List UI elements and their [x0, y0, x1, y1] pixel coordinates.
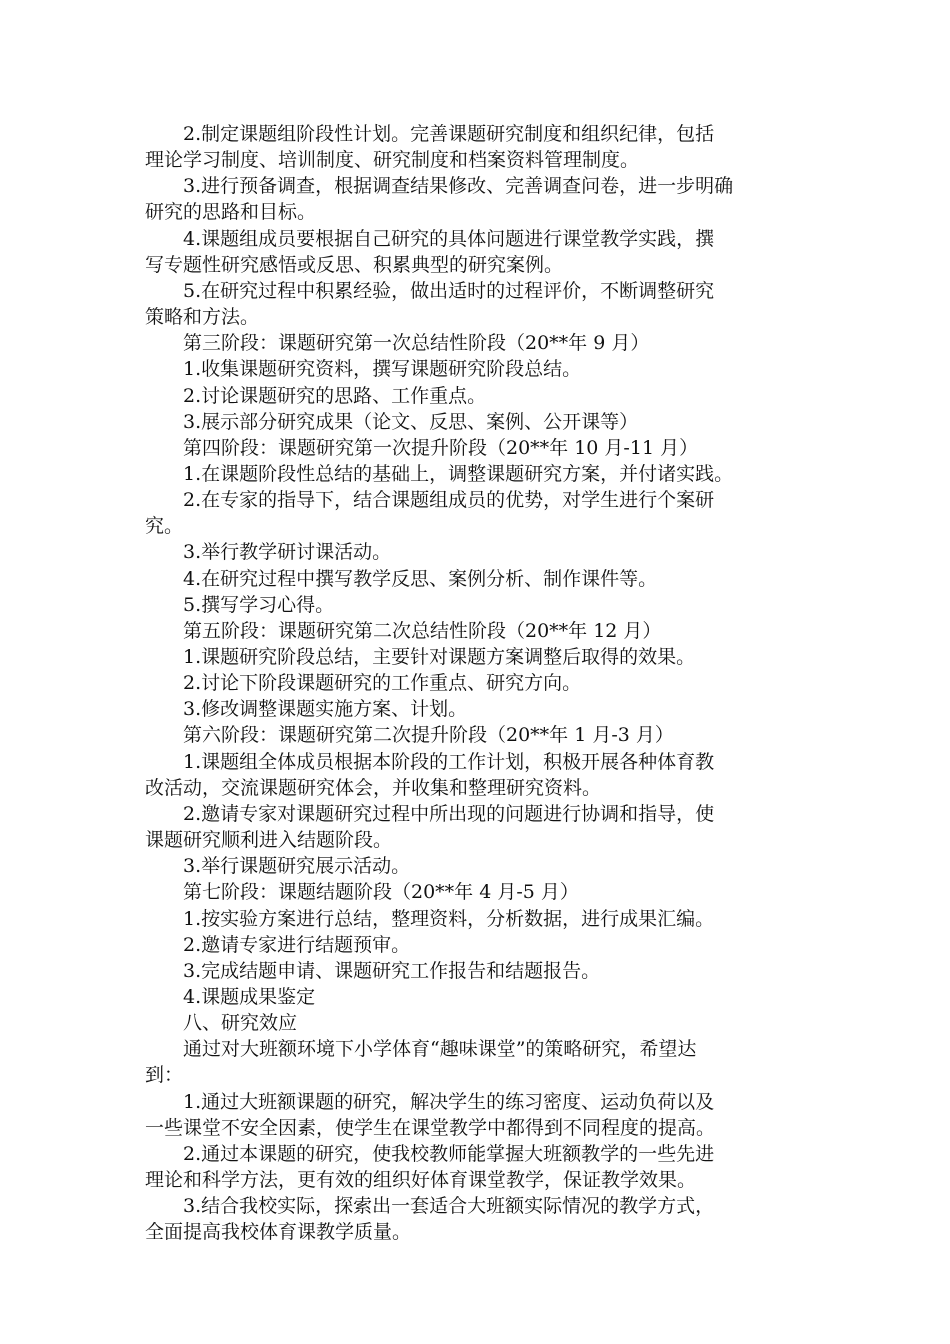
- document-line: 改活动，交流课题研究体会，并收集和整理研究资料。: [145, 776, 602, 799]
- document-line: 理论学习制度、培训制度、研究制度和档案资料管理制度。: [145, 149, 640, 172]
- document-line: 1.在课题阶段性总结的基础上，调整课题研究方案，并付诸实践。: [183, 462, 734, 485]
- document-line: 2.讨论下阶段课题研究的工作重点、研究方向。: [183, 672, 582, 695]
- document-line: 通过对大班额环境下小学体育“趣味课堂”的策略研究，希望达: [183, 1038, 697, 1061]
- document-line: 3.展示部分研究成果（论文、反思、案例、公开课等）: [183, 410, 639, 433]
- document-line: 1.按实验方案进行总结，整理资料，分析数据，进行成果汇编。: [183, 907, 715, 930]
- document-line: 3.进行预备调查，根据调查结果修改、完善调查问卷，进一步明确: [183, 175, 734, 198]
- document-line: 4.在研究过程中撰写教学反思、案例分析、制作课件等。: [183, 567, 658, 590]
- document-line: 1.通过大班额课题的研究，解决学生的练习密度、运动负荷以及: [183, 1090, 715, 1113]
- document-line: 5.在研究过程中积累经验，做出适时的过程评价，不断调整研究: [183, 279, 715, 302]
- document-line: 2.在专家的指导下，结合课题组成员的优势，对学生进行个案研: [183, 489, 715, 512]
- document-line: 3.完成结题申请、课题研究工作报告和结题报告。: [183, 959, 601, 982]
- document-line: 5.撰写学习心得。: [183, 593, 335, 616]
- document-line: 全面提高我校体育课教学质量。: [145, 1221, 412, 1244]
- document-line: 写专题性研究感悟或反思、积累典型的研究案例。: [145, 253, 564, 276]
- document-line: 4.课题成果鉴定: [183, 985, 316, 1008]
- document-line: 2.邀请专家进行结题预审。: [183, 933, 411, 956]
- document-line: 4.课题组成员要根据自己研究的具体问题进行课堂教学实践，撰: [183, 227, 715, 250]
- document-line: 第五阶段：课题研究第二次总结性阶段（20**年 12 月）: [183, 619, 662, 642]
- document-line: 2.通过本课题的研究，使我校教师能掌握大班额教学的一些先进: [183, 1142, 715, 1165]
- document-line: 一些课堂不安全因素，使学生在课堂教学中都得到不同程度的提高。: [145, 1116, 716, 1139]
- document-line: 3.结合我校实际，探索出一套适合大班额实际情况的教学方式，: [183, 1195, 715, 1218]
- document-line: 1.收集课题研究资料，撰写课题研究阶段总结。: [183, 358, 582, 381]
- document-line: 第七阶段：课题结题阶段（20**年 4 月-5 月）: [183, 881, 579, 904]
- document-line: 3.举行课题研究展示活动。: [183, 855, 411, 878]
- document-line: 课题研究顺利进入结题阶段。: [145, 829, 393, 851]
- document-line: 2.邀请专家对课题研究过程中所出现的问题进行协调和指导，使: [183, 802, 715, 825]
- document-line: 理论和科学方法，更有效的组织好体育课堂教学，保证教学效果。: [145, 1169, 697, 1191]
- document-line: 第六阶段：课题研究第二次提升阶段（20**年 1 月-3 月）: [183, 724, 674, 747]
- document-line: 到：: [145, 1064, 184, 1087]
- document-line: 八、研究效应: [183, 1012, 298, 1035]
- document-line: 1.课题组全体成员根据本阶段的工作计划，积极开展各种体育教: [183, 750, 715, 773]
- document-line: 策略和方法。: [145, 306, 260, 328]
- document-line: 3.举行教学研讨课活动。: [183, 541, 392, 564]
- document-line: 究。: [145, 515, 184, 538]
- document-line: 第三阶段：课题研究第一次总结性阶段（20**年 9 月）: [183, 332, 650, 355]
- document-line: 1.课题研究阶段总结，主要针对课题方案调整后取得的效果。: [183, 646, 696, 668]
- document-line: 第四阶段：课题研究第一次提升阶段（20**年 10 月-11 月）: [183, 436, 699, 459]
- document-line: 3.修改调整课题实施方案、计划。: [183, 698, 468, 721]
- document-line: 2.讨论课题研究的思路、工作重点。: [183, 384, 487, 407]
- document-line: 2.制定课题组阶段性计划。完善课题研究制度和组织纪律，包括: [183, 123, 715, 145]
- document-line: 研究的思路和目标。: [145, 201, 317, 224]
